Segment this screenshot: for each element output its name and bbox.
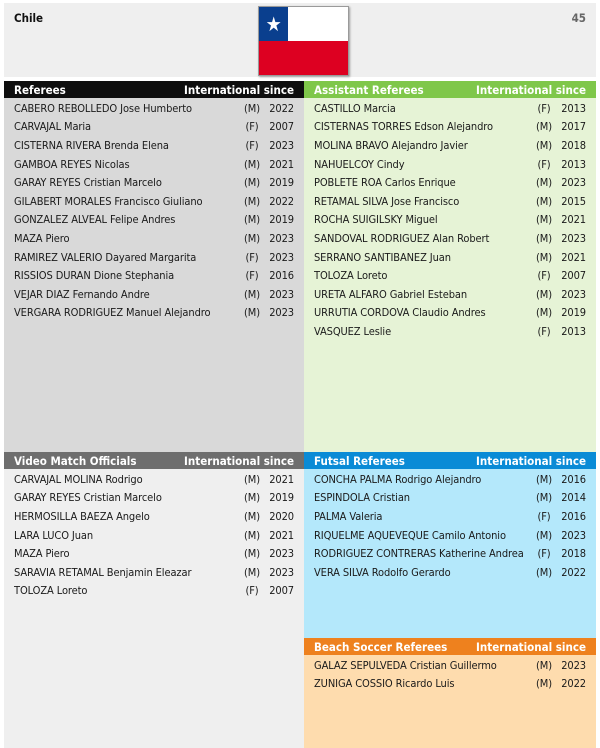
official-gender: (F) [245,120,259,134]
official-gender: (M) [244,287,260,301]
official-row [304,656,596,675]
section-header [304,452,596,469]
official-gender: (M) [536,528,552,542]
official-row [304,322,596,341]
official-year: 2013 [561,157,586,171]
section-header [304,81,596,98]
official-row [304,507,596,526]
official-gender: (M) [536,231,552,245]
official-year: 2016 [269,269,294,283]
official-row [304,229,596,248]
official-name: CISTERNA RIVERA Brenda Elena [14,138,169,152]
section-header [304,638,596,655]
official-row [4,266,304,285]
official-year: 2007 [269,584,294,598]
official-list [4,98,304,322]
assistant-referees-panel [304,81,596,452]
official-row [304,173,596,192]
official-year: 2019 [269,176,294,190]
official-year: 2023 [561,528,586,542]
official-row [4,526,304,545]
official-year: 2019 [561,306,586,320]
futsal-referees-panel [304,452,596,638]
since-label: International since [476,453,586,468]
section-title: Futsal Referees [314,453,405,468]
official-row [304,211,596,230]
official-gender: (M) [536,472,552,486]
section-title: Referees [14,82,66,97]
official-name: MAZA Piero [14,547,70,561]
official-name: PALMA Valeria [314,509,383,523]
section-title: Assistant Referees [314,82,424,97]
official-gender: (M) [536,306,552,320]
official-row [4,173,304,192]
official-gender: (F) [537,509,551,523]
official-row [4,136,304,155]
official-row [4,248,304,267]
official-row [4,99,304,118]
official-row [4,582,304,601]
official-gender: (M) [244,213,260,227]
official-gender: (M) [536,120,552,134]
official-gender: (F) [245,250,259,264]
official-row [304,526,596,545]
official-name: GALAZ SEPULVEDA Cristian Guillermo [314,658,497,672]
official-name: CARVAJAL MOLINA Rodrigo [14,472,143,486]
official-gender: (M) [536,213,552,227]
official-name: CONCHA PALMA Rodrigo Alejandro [314,472,482,486]
section-header [4,81,304,98]
official-name: ZUNIGA COSSIO Ricardo Luis [314,677,455,691]
official-year: 2020 [269,509,294,523]
official-gender: (F) [537,324,551,338]
official-name: LARA LUCO Juan [14,528,94,542]
official-gender: (F) [245,269,259,283]
official-year: 2021 [561,250,586,264]
official-row [4,489,304,508]
official-name: RODRIGUEZ CONTRERAS Katherine Andrea [314,547,524,561]
official-year: 2013 [561,324,586,338]
official-gender: (M) [244,491,260,505]
official-year: 2023 [561,176,586,190]
official-row [4,544,304,563]
official-gender: (M) [244,157,260,171]
official-row [4,470,304,489]
official-year: 2017 [561,120,586,134]
official-row [4,192,304,211]
official-year: 2023 [561,231,586,245]
official-name: GARAY REYES Cristian Marcelo [14,176,162,190]
official-year: 2014 [561,491,586,505]
page-number: 45 [571,11,586,25]
official-row [4,563,304,582]
official-gender: (M) [536,194,552,208]
section-header [4,452,304,469]
official-gender: (F) [537,101,551,115]
official-year: 2013 [561,101,586,115]
official-list [304,98,596,341]
official-name: VEJAR DIAZ Fernando Andre [14,287,150,301]
official-gender: (M) [536,138,552,152]
official-row [304,675,596,694]
official-name: NAHUELCOY Cindy [314,157,405,171]
official-row [304,99,596,118]
country-name: Chile [14,11,44,25]
official-name: CASTILLO Marcia [314,101,396,115]
official-gender: (M) [536,287,552,301]
flag-red-stripe [259,41,348,75]
official-year: 2023 [269,306,294,320]
official-gender: (M) [244,231,260,245]
official-gender: (F) [537,157,551,171]
official-name: CABERO REBOLLEDO Jose Humberto [14,101,192,115]
official-row [304,304,596,323]
official-list [4,469,304,600]
official-gender: (M) [244,472,260,486]
official-year: 2023 [561,287,586,301]
official-year: 2023 [269,231,294,245]
beach-soccer-referees-panel [304,638,596,748]
official-year: 2022 [561,677,586,691]
official-row [304,136,596,155]
official-row [4,229,304,248]
official-name: GONZALEZ ALVEAL Felipe Andres [14,213,176,227]
official-year: 2019 [269,491,294,505]
official-gender: (F) [245,138,259,152]
official-name: RAMIREZ VALERIO Dayared Margarita [14,250,197,264]
official-year: 2022 [269,101,294,115]
official-year: 2015 [561,194,586,208]
official-gender: (M) [536,565,552,579]
official-name: VASQUEZ Leslie [314,324,392,338]
official-row [304,266,596,285]
official-gender: (M) [244,547,260,561]
official-gender: (F) [537,547,551,561]
since-label: International since [184,82,294,97]
official-year: 2018 [561,547,586,561]
official-name: MAZA Piero [14,231,70,245]
official-year: 2021 [269,472,294,486]
official-name: POBLETE ROA Carlos Enrique [314,176,456,190]
official-row [4,211,304,230]
official-year: 2018 [561,138,586,152]
official-row [304,470,596,489]
official-name: HERMOSILLA BAEZA Angelo [14,509,150,523]
official-name: ROCHA SUIGILSKY Miguel [314,213,438,227]
official-row [304,285,596,304]
official-name: SERRANO SANTIBANEZ Juan [314,250,451,264]
official-name: VERGARA RODRIGUEZ Manuel Alejandro [14,306,211,320]
official-year: 2023 [269,547,294,561]
official-row [4,285,304,304]
official-name: CISTERNAS TORRES Edson Alejandro [314,120,493,134]
official-year: 2021 [269,528,294,542]
official-row [304,192,596,211]
official-list [304,469,596,582]
official-year: 2022 [269,194,294,208]
official-row [304,544,596,563]
official-name: CARVAJAL Maria [14,120,92,134]
since-label: International since [476,639,586,654]
official-name: SARAVIA RETAMAL Benjamin Eleazar [14,565,192,579]
star-icon: ★ [265,12,282,36]
official-year: 2021 [561,213,586,227]
official-name: MOLINA BRAVO Alejandro Javier [314,138,468,152]
official-gender: (M) [244,101,260,115]
official-gender: (M) [536,491,552,505]
official-row [304,155,596,174]
official-gender: (M) [536,677,552,691]
official-gender: (M) [244,194,260,208]
official-name: URRUTIA CORDOVA Claudio Andres [314,306,486,320]
official-row [304,563,596,582]
official-row [4,155,304,174]
referees-panel [4,81,304,452]
official-row [304,248,596,267]
official-name: RETAMAL SILVA Jose Francisco [314,194,460,208]
official-name: URETA ALFARO Gabriel Esteban [314,287,468,301]
chile-flag-icon [258,6,349,76]
official-year: 2023 [269,565,294,579]
official-row [4,304,304,323]
since-label: International since [184,453,294,468]
official-name: ESPINDOLA Cristian [314,491,410,505]
official-gender: (M) [244,528,260,542]
official-year: 2023 [269,138,294,152]
section-title: Beach Soccer Referees [314,639,448,654]
official-gender: (M) [244,306,260,320]
official-name: GAMBOA REYES Nicolas [14,157,130,171]
official-year: 2023 [269,250,294,264]
since-label: International since [476,82,586,97]
official-name: TOLOZA Loreto [314,269,388,283]
official-year: 2021 [269,157,294,171]
official-year: 2022 [561,565,586,579]
official-gender: (M) [244,565,260,579]
video-match-officials-panel [4,452,304,748]
official-row [4,118,304,137]
official-gender: (M) [244,509,260,523]
section-title: Video Match Officials [14,453,137,468]
official-year: 2019 [269,213,294,227]
official-name: GILABERT MORALES Francisco Giuliano [14,194,203,208]
official-gender: (F) [537,269,551,283]
official-name: RISSIOS DURAN Dione Stephania [14,269,175,283]
official-name: SANDOVAL RODRIGUEZ Alan Robert [314,231,490,245]
official-year: 2016 [561,472,586,486]
official-gender: (M) [244,176,260,190]
official-year: 2023 [269,287,294,301]
official-name: TOLOZA Loreto [14,584,88,598]
official-gender: (M) [536,250,552,264]
official-row [304,489,596,508]
official-list [304,655,596,693]
official-year: 2007 [561,269,586,283]
official-gender: (M) [536,658,552,672]
official-gender: (M) [536,176,552,190]
official-gender: (F) [245,584,259,598]
official-row [4,507,304,526]
official-name: GARAY REYES Cristian Marcelo [14,491,162,505]
official-name: RIQUELME AQUEVEQUE Camilo Antonio [314,528,506,542]
official-year: 2023 [561,658,586,672]
official-year: 2016 [561,509,586,523]
official-name: VERA SILVA Rodolfo Gerardo [314,565,451,579]
official-row [304,118,596,137]
official-year: 2007 [269,120,294,134]
